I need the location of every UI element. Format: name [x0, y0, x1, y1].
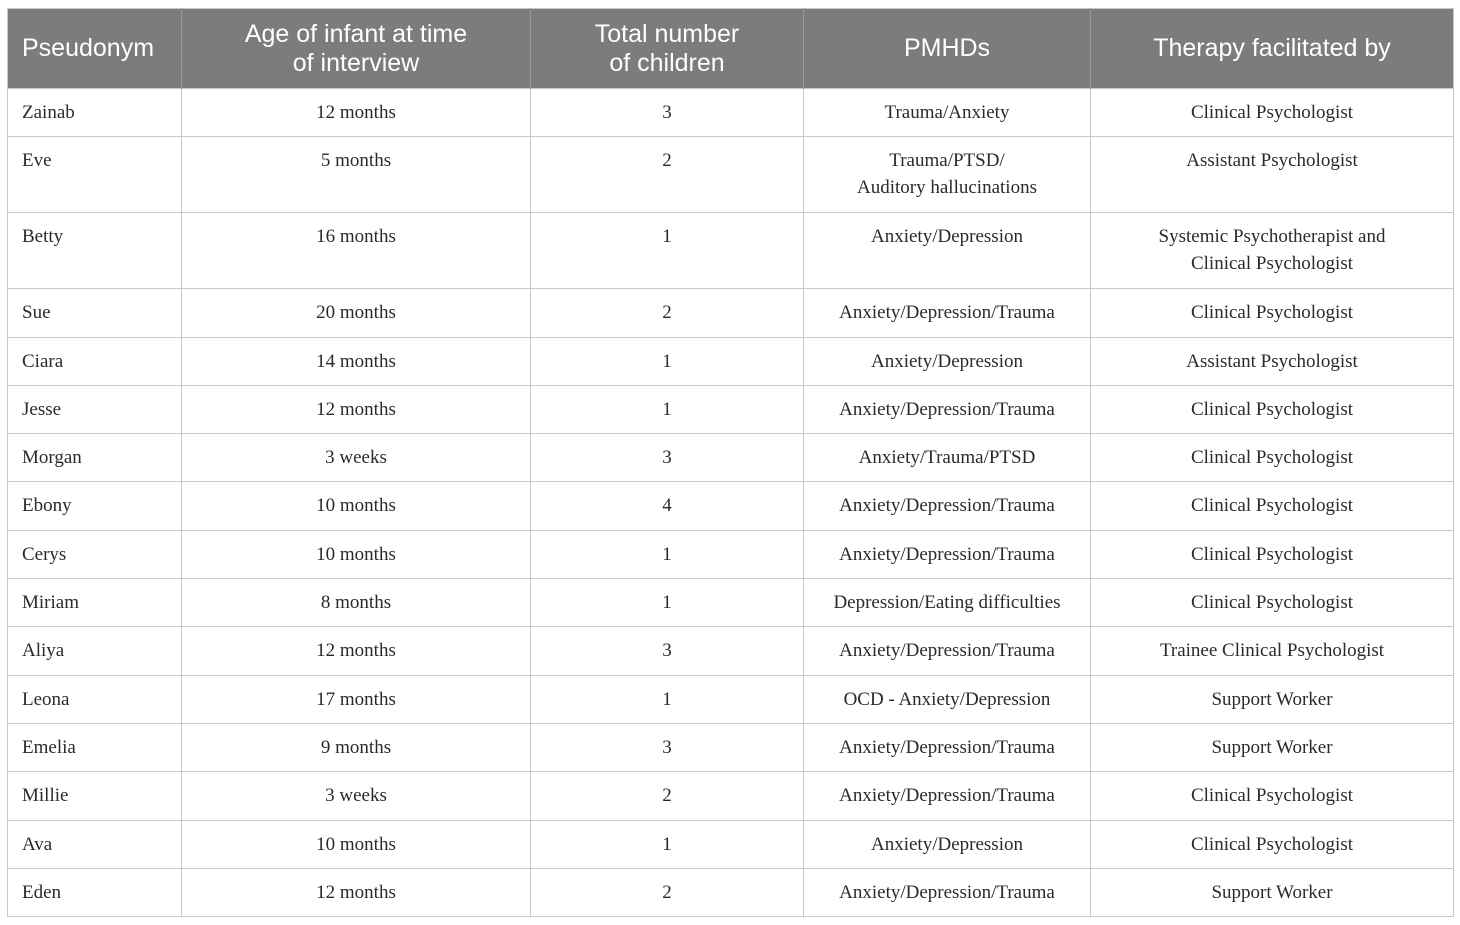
table-row: [8, 89, 1454, 137]
cell-therapy-facilitator-line: Assistant Psychologist: [1186, 350, 1358, 372]
cell-therapy-facilitator: [1091, 820, 1454, 868]
table-row: [8, 530, 1454, 578]
table-row: [8, 385, 1454, 433]
cell-total-children: 1: [531, 385, 804, 433]
cell-pmhds: [804, 213, 1091, 289]
cell-therapy-facilitator-line: Support Worker: [1211, 736, 1333, 758]
cell-pmhds-line: Depression/Eating difficulties: [833, 592, 1061, 614]
cell-therapy-facilitator-line: Clinical Psychologist: [1190, 302, 1354, 324]
cell-pmhds-line: Anxiety/Depression: [871, 226, 1023, 248]
cell-therapy-facilitator: [1091, 579, 1454, 627]
header-therapy-facilitator: [1091, 9, 1454, 89]
header-text-line: PMHDs: [903, 34, 991, 62]
cell-pseudonym: Jesse: [8, 385, 182, 433]
cell-pmhds-line: Anxiety/Depression/Trauma: [839, 398, 1055, 420]
cell-therapy-facilitator: [1091, 434, 1454, 482]
cell-pmhds: [804, 627, 1091, 675]
header-pseudonym: [8, 9, 182, 89]
header-text-line: Total number: [594, 19, 740, 48]
table-row: [8, 579, 1454, 627]
cell-pmhds-line: Auditory hallucinations: [857, 177, 1037, 199]
cell-pmhds: [804, 772, 1091, 820]
cell-pseudonym: Ciara: [8, 337, 182, 385]
cell-infant-age: 12 months: [182, 868, 531, 916]
cell-total-children: 2: [531, 289, 804, 337]
cell-pmhds: [804, 530, 1091, 578]
cell-pmhds-line: Anxiety/Depression: [871, 833, 1023, 855]
cell-therapy-facilitator: [1091, 627, 1454, 675]
cell-therapy-facilitator: [1091, 213, 1454, 289]
cell-pseudonym: Eden: [8, 868, 182, 916]
cell-infant-age: 14 months: [182, 337, 531, 385]
cell-infant-age: 9 months: [182, 723, 531, 771]
cell-infant-age: 8 months: [182, 579, 531, 627]
cell-pmhds-line: Anxiety/Trauma/PTSD: [858, 447, 1036, 469]
cell-pseudonym: Eve: [8, 137, 182, 213]
header-pmhds: [804, 9, 1091, 89]
cell-pmhds-line: Anxiety/Depression/Trauma: [839, 881, 1055, 903]
cell-therapy-facilitator: [1091, 530, 1454, 578]
table-row: [8, 627, 1454, 675]
cell-pmhds-line: Anxiety/Depression/Trauma: [839, 640, 1055, 662]
header-text-line: of children: [609, 48, 725, 77]
cell-total-children: 2: [531, 772, 804, 820]
cell-pmhds-line: Anxiety/Depression: [871, 350, 1023, 372]
cell-total-children: 3: [531, 723, 804, 771]
cell-total-children: 3: [531, 434, 804, 482]
cell-total-children: 1: [531, 213, 804, 289]
table-row: [8, 772, 1454, 820]
cell-therapy-facilitator: [1091, 675, 1454, 723]
cell-total-children: 2: [531, 868, 804, 916]
cell-therapy-facilitator-line: Clinical Psychologist: [1190, 543, 1354, 565]
cell-therapy-facilitator: [1091, 137, 1454, 213]
cell-pmhds-line: Trauma/Anxiety: [884, 102, 1010, 123]
table-row: [8, 337, 1454, 385]
cell-therapy-facilitator-line: Clinical Psychologist: [1190, 253, 1354, 275]
header-text-line: Therapy facilitated by: [1153, 34, 1391, 62]
header-infant-age: [182, 9, 531, 89]
cell-pmhds-line: Anxiety/Depression/Trauma: [839, 495, 1055, 517]
cell-pseudonym: Morgan: [8, 434, 182, 482]
cell-therapy-facilitator-line: Trainee Clinical Psychologist: [1159, 640, 1385, 662]
cell-pseudonym: Cerys: [8, 530, 182, 578]
cell-pmhds: [804, 723, 1091, 771]
cell-therapy-facilitator-line: Systemic Psychotherapist and: [1158, 226, 1386, 248]
table-row: [8, 482, 1454, 530]
header-total-children: [531, 9, 804, 89]
cell-total-children: 3: [531, 627, 804, 675]
cell-pmhds: [804, 137, 1091, 213]
cell-pmhds: [804, 385, 1091, 433]
cell-pseudonym: Miriam: [8, 579, 182, 627]
cell-pmhds: [804, 868, 1091, 916]
cell-therapy-facilitator-line: Clinical Psychologist: [1190, 398, 1354, 420]
cell-total-children: 4: [531, 482, 804, 530]
participant-table-container: [7, 8, 1453, 917]
cell-infant-age: 10 months: [182, 820, 531, 868]
cell-pseudonym: Ava: [8, 820, 182, 868]
cell-pseudonym: Ebony: [8, 482, 182, 530]
cell-total-children: 1: [531, 530, 804, 578]
cell-infant-age: 10 months: [182, 530, 531, 578]
cell-pmhds: [804, 820, 1091, 868]
cell-therapy-facilitator: [1091, 289, 1454, 337]
cell-pmhds: [804, 579, 1091, 627]
table-row: [8, 723, 1454, 771]
cell-therapy-facilitator: [1091, 337, 1454, 385]
cell-total-children: 1: [531, 337, 804, 385]
cell-total-children: 1: [531, 820, 804, 868]
cell-therapy-facilitator: [1091, 385, 1454, 433]
cell-infant-age: 5 months: [182, 137, 531, 213]
cell-pseudonym: Emelia: [8, 723, 182, 771]
cell-therapy-facilitator-line: Clinical Psychologist: [1190, 833, 1354, 855]
table-row: [8, 868, 1454, 916]
cell-pseudonym: Sue: [8, 289, 182, 337]
cell-infant-age: 16 months: [182, 213, 531, 289]
cell-pmhds-line: OCD - Anxiety/Depression: [843, 688, 1051, 710]
cell-therapy-facilitator: [1091, 772, 1454, 820]
cell-infant-age: 3 weeks: [182, 434, 531, 482]
table-row: [8, 675, 1454, 723]
cell-pmhds: [804, 337, 1091, 385]
cell-infant-age: 3 weeks: [182, 772, 531, 820]
cell-total-children: 1: [531, 579, 804, 627]
cell-therapy-facilitator-line: Clinical Psychologist: [1190, 447, 1354, 469]
table-row: [8, 820, 1454, 868]
cell-infant-age: 17 months: [182, 675, 531, 723]
cell-pmhds-line: Anxiety/Depression/Trauma: [839, 785, 1055, 807]
cell-pmhds: [804, 289, 1091, 337]
cell-pmhds-line: Anxiety/Depression/Trauma: [839, 302, 1055, 324]
cell-pmhds: [804, 675, 1091, 723]
cell-therapy-facilitator-line: Clinical Psychologist: [1190, 592, 1354, 614]
cell-therapy-facilitator-line: Clinical Psychologist: [1190, 102, 1354, 123]
table-body: [8, 89, 1454, 917]
cell-therapy-facilitator: [1091, 89, 1454, 137]
cell-pmhds-line: Trauma/PTSD/: [889, 150, 1005, 172]
table-header: [8, 9, 1454, 89]
cell-infant-age: 12 months: [182, 627, 531, 675]
table-row: [8, 434, 1454, 482]
cell-total-children: 2: [531, 137, 804, 213]
table-row: [8, 213, 1454, 289]
cell-infant-age: 12 months: [182, 385, 531, 433]
cell-pseudonym: Aliya: [8, 627, 182, 675]
cell-therapy-facilitator-line: Support Worker: [1211, 881, 1333, 903]
cell-therapy-facilitator: [1091, 868, 1454, 916]
cell-infant-age: 12 months: [182, 89, 531, 137]
cell-total-children: 3: [531, 89, 804, 137]
header-text-line: of interview: [292, 48, 420, 77]
table-row: [8, 289, 1454, 337]
cell-pmhds: [804, 89, 1091, 137]
cell-infant-age: 20 months: [182, 289, 531, 337]
cell-therapy-facilitator-line: Assistant Psychologist: [1186, 150, 1358, 172]
participant-table: [7, 8, 1454, 917]
table-row: [8, 137, 1454, 213]
cell-pmhds: [804, 482, 1091, 530]
header-text-line: Age of infant at time: [244, 19, 468, 48]
cell-therapy-facilitator: [1091, 723, 1454, 771]
header-text-line: Pseudonym: [22, 34, 155, 62]
cell-total-children: 1: [531, 675, 804, 723]
cell-pseudonym: Betty: [8, 213, 182, 289]
cell-pseudonym: Zainab: [8, 89, 182, 137]
cell-pmhds: [804, 434, 1091, 482]
cell-pmhds-line: Anxiety/Depression/Trauma: [839, 543, 1055, 565]
cell-therapy-facilitator: [1091, 482, 1454, 530]
header-row: [8, 9, 1454, 89]
cell-therapy-facilitator-line: Clinical Psychologist: [1190, 495, 1354, 517]
cell-infant-age: 10 months: [182, 482, 531, 530]
cell-therapy-facilitator-line: Clinical Psychologist: [1190, 785, 1354, 807]
cell-therapy-facilitator-line: Support Worker: [1211, 688, 1333, 710]
cell-pmhds-line: Anxiety/Depression/Trauma: [839, 736, 1055, 758]
cell-pseudonym: Leona: [8, 675, 182, 723]
cell-pseudonym: Millie: [8, 772, 182, 820]
